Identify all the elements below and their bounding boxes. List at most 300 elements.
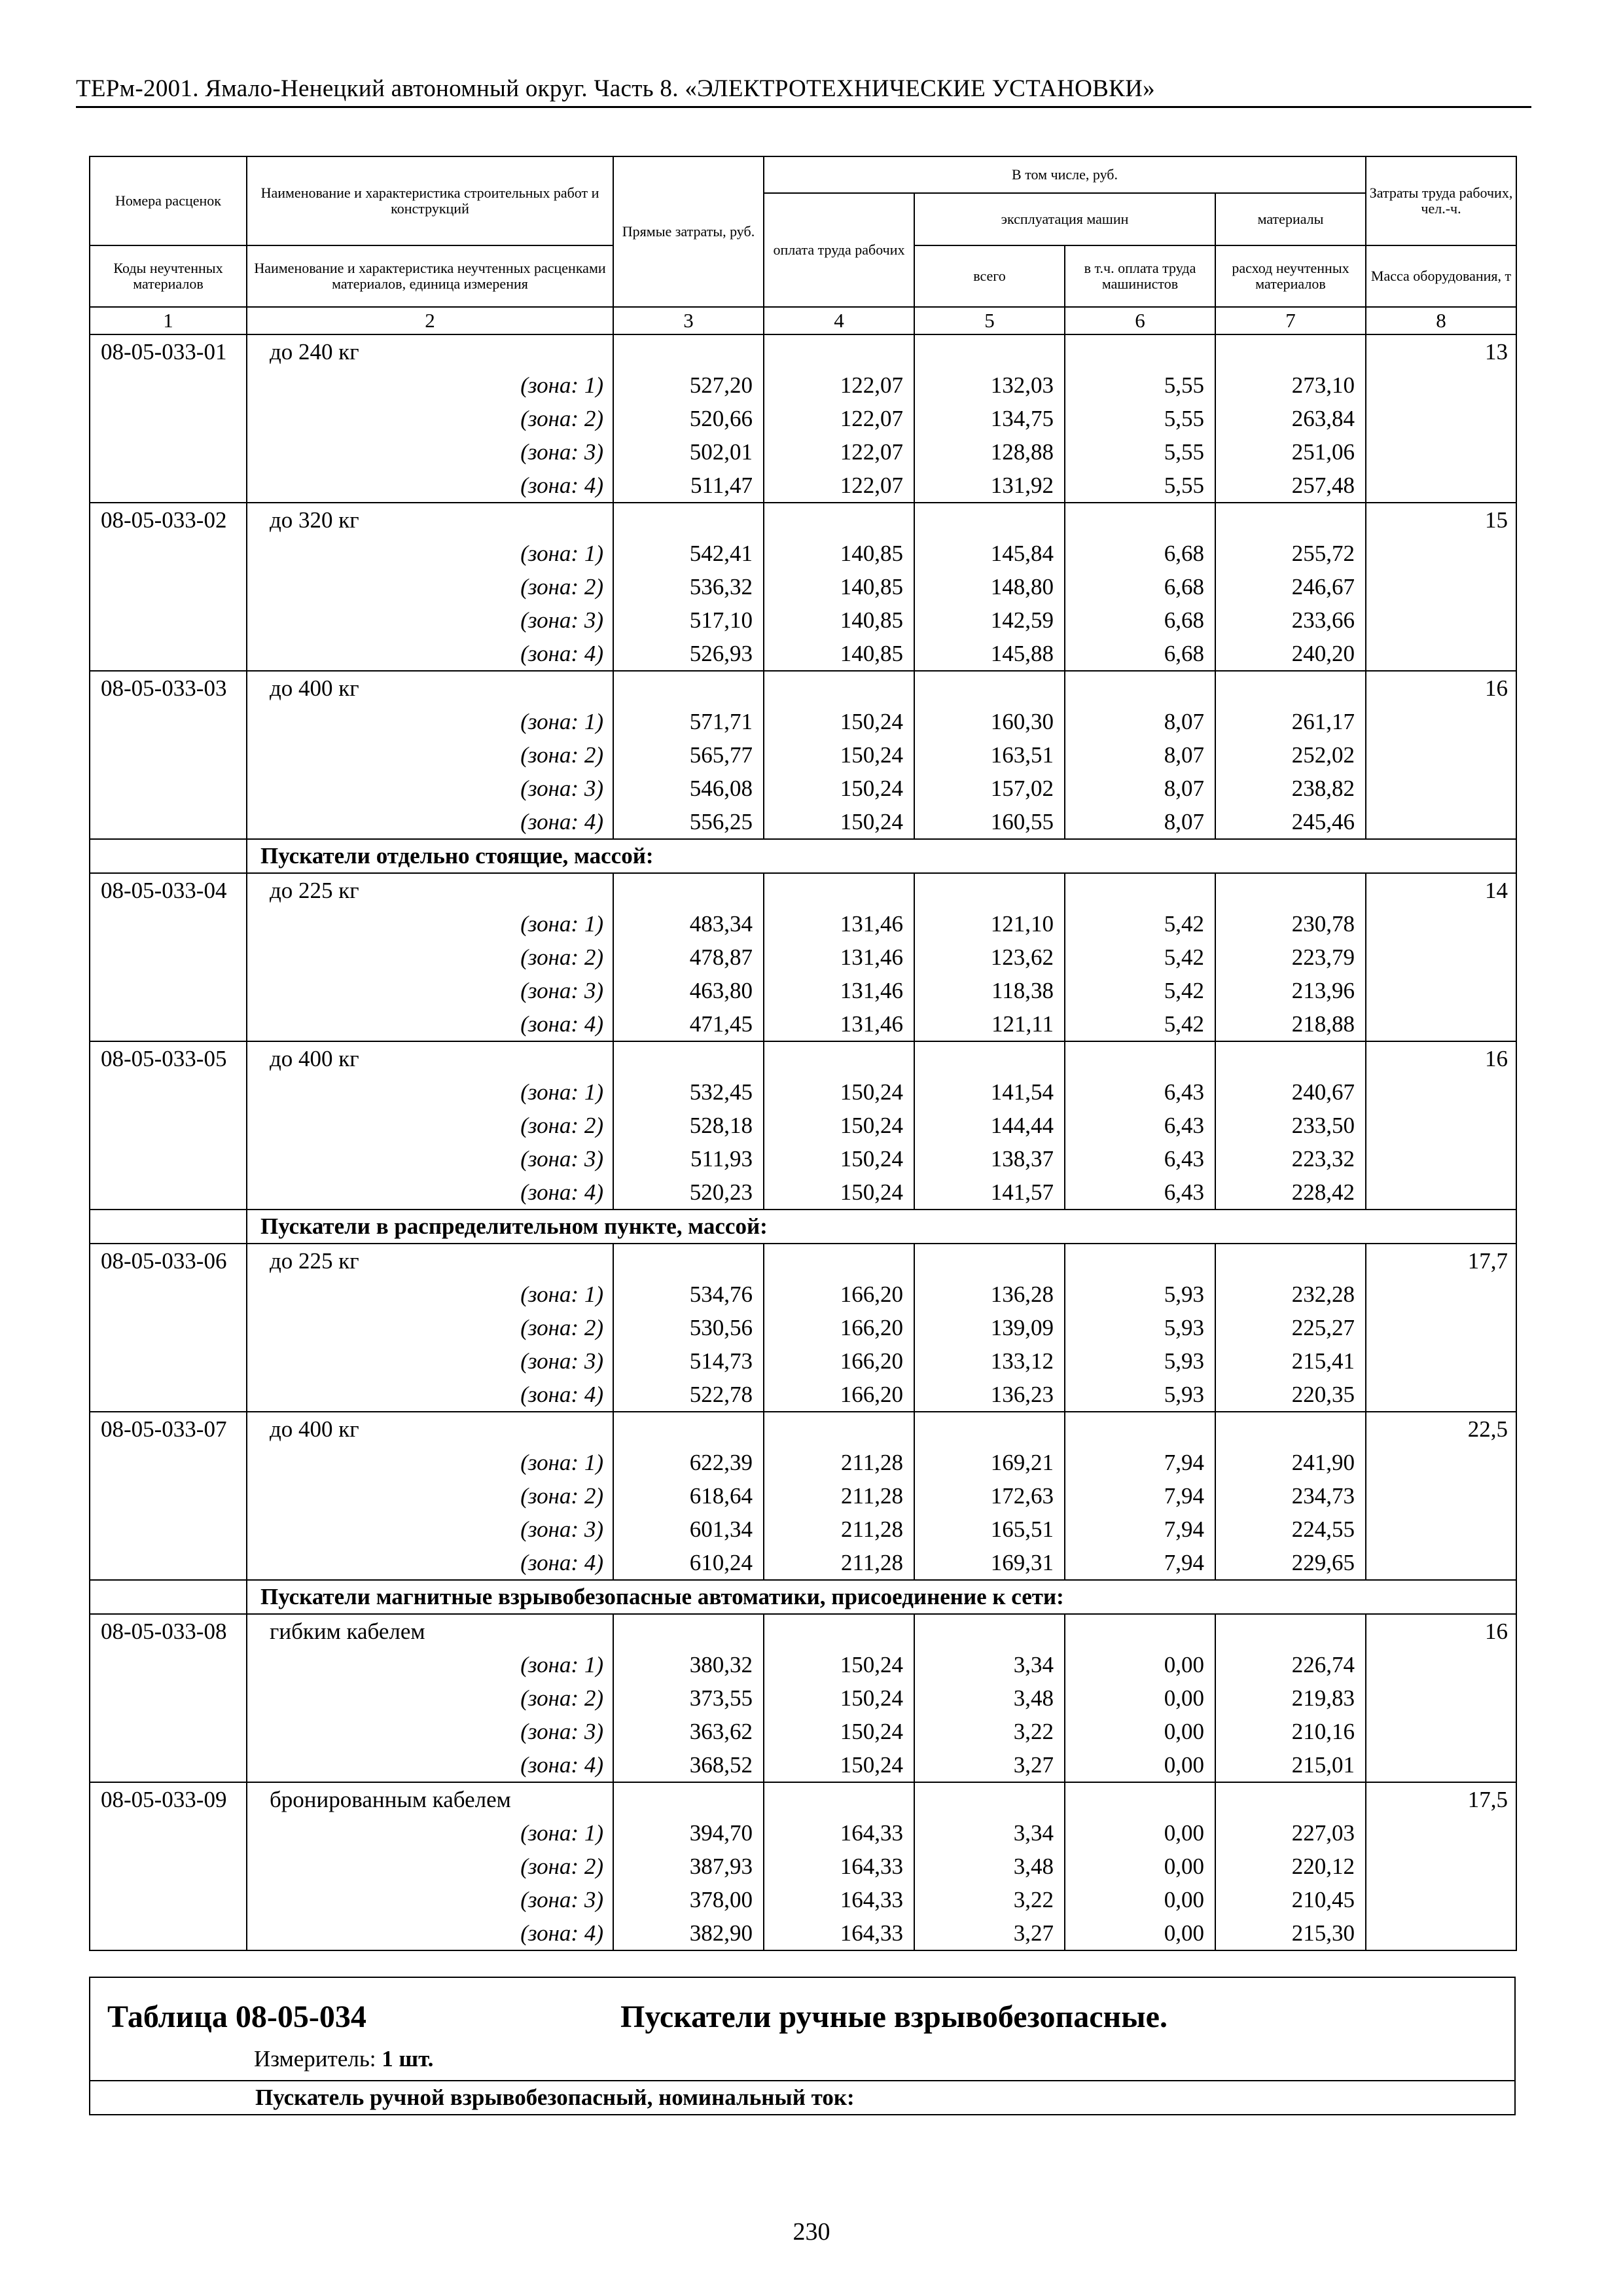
- labor-cost-cell: 211,28: [764, 1479, 914, 1513]
- direct-costs-cell: 463,80: [613, 974, 764, 1007]
- materials-cost-cell: 234,73: [1215, 1479, 1366, 1513]
- labor-cost-cell: 150,24: [764, 1748, 914, 1782]
- empty-cell: [90, 1916, 247, 1950]
- empty-cell: [1366, 1344, 1516, 1378]
- labor-hours-cell: 16: [1366, 1614, 1516, 1648]
- labor-cost-cell: 122,07: [764, 402, 914, 435]
- direct-costs-cell: 511,47: [613, 469, 764, 503]
- zone-row: [90, 1479, 1516, 1513]
- empty-cell: [1366, 570, 1516, 603]
- empty-cell: [1215, 503, 1366, 537]
- empty-cell: [1215, 1782, 1366, 1816]
- labor-cost-cell: 122,07: [764, 435, 914, 469]
- empty-cell: [90, 1142, 247, 1175]
- zone-row: [90, 402, 1516, 435]
- labor-hours-cell: 15: [1366, 503, 1516, 537]
- col-header-materials-usage: расход неучтенных материалов: [1215, 245, 1366, 307]
- unit-value: 1 шт.: [382, 2046, 434, 2072]
- table-title: Пускатели ручные взрывобезопасные.: [620, 2000, 1168, 2034]
- empty-cell: [613, 1614, 764, 1648]
- empty-cell: [90, 1715, 247, 1748]
- section-spacer-cell: [90, 1580, 247, 1614]
- direct-costs-cell: 536,32: [613, 570, 764, 603]
- labor-cost-cell: 150,24: [764, 1715, 914, 1748]
- labor-cost-cell: 131,46: [764, 974, 914, 1007]
- empty-cell: [1065, 873, 1215, 907]
- col-header-labor: оплата труда рабочих: [764, 193, 914, 307]
- col-number: 6: [1065, 307, 1215, 334]
- empty-cell: [1366, 435, 1516, 469]
- materials-cost-cell: 226,74: [1215, 1648, 1366, 1681]
- operators-pay-cell: 7,94: [1065, 1479, 1215, 1513]
- empty-cell: [1366, 1748, 1516, 1782]
- empty-cell: [90, 1648, 247, 1681]
- operators-pay-cell: 8,07: [1065, 772, 1215, 805]
- empty-cell: [1366, 738, 1516, 772]
- empty-cell: [1366, 974, 1516, 1007]
- zone-label-cell: (зона: 2): [247, 1109, 613, 1142]
- zone-row: [90, 772, 1516, 805]
- empty-cell: [90, 570, 247, 603]
- empty-cell: [1366, 1513, 1516, 1546]
- empty-cell: [914, 1041, 1065, 1075]
- operators-pay-cell: 5,42: [1065, 974, 1215, 1007]
- zone-label-cell: (зона: 3): [247, 1715, 613, 1748]
- empty-cell: [1366, 1175, 1516, 1210]
- empty-cell: [1366, 772, 1516, 805]
- labor-cost-cell: 211,28: [764, 1446, 914, 1479]
- direct-costs-cell: 532,45: [613, 1075, 764, 1109]
- empty-cell: [1065, 1041, 1215, 1075]
- zone-row: [90, 435, 1516, 469]
- empty-cell: [1366, 705, 1516, 738]
- empty-cell: [90, 1311, 247, 1344]
- direct-costs-cell: 511,93: [613, 1142, 764, 1175]
- materials-cost-cell: 218,88: [1215, 1007, 1366, 1041]
- direct-costs-cell: 565,77: [613, 738, 764, 772]
- rate-code-cell: 08-05-033-03: [90, 671, 247, 705]
- price-table: [89, 156, 1517, 1951]
- section-row: [90, 1210, 1516, 1244]
- col-header-code: Номера расценок: [90, 156, 247, 245]
- machines-cost-cell: 169,21: [914, 1446, 1065, 1479]
- direct-costs-cell: 483,34: [613, 907, 764, 941]
- direct-costs-cell: 502,01: [613, 435, 764, 469]
- machines-cost-cell: 157,02: [914, 772, 1065, 805]
- zone-label-cell: (зона: 2): [247, 1311, 613, 1344]
- machines-cost-cell: 123,62: [914, 941, 1065, 974]
- machines-cost-cell: 136,28: [914, 1278, 1065, 1311]
- machines-cost-cell: 141,54: [914, 1075, 1065, 1109]
- machines-cost-cell: 134,75: [914, 402, 1065, 435]
- unit-of-measure: [254, 2046, 433, 2072]
- zone-label-cell: (зона: 3): [247, 435, 613, 469]
- operators-pay-cell: 6,68: [1065, 570, 1215, 603]
- empty-cell: [1215, 873, 1366, 907]
- operators-pay-cell: 5,42: [1065, 907, 1215, 941]
- direct-costs-cell: 514,73: [613, 1344, 764, 1378]
- operators-pay-cell: 0,00: [1065, 1748, 1215, 1782]
- machines-cost-cell: 138,37: [914, 1142, 1065, 1175]
- empty-cell: [914, 334, 1065, 368]
- operators-pay-cell: 5,55: [1065, 402, 1215, 435]
- work-name-cell: до 225 кг: [247, 1244, 613, 1278]
- materials-cost-cell: 210,16: [1215, 1715, 1366, 1748]
- empty-cell: [90, 772, 247, 805]
- zone-row: [90, 603, 1516, 637]
- empty-cell: [764, 671, 914, 705]
- empty-cell: [90, 907, 247, 941]
- direct-costs-cell: 542,41: [613, 537, 764, 570]
- materials-cost-cell: 232,28: [1215, 1278, 1366, 1311]
- materials-cost-cell: 245,46: [1215, 805, 1366, 839]
- labor-hours-cell: 16: [1366, 1041, 1516, 1075]
- empty-cell: [613, 334, 764, 368]
- col-header-labor-hours: Затраты труда рабочих, чел.-ч.: [1366, 156, 1516, 245]
- empty-cell: [1366, 1546, 1516, 1580]
- labor-cost-cell: 211,28: [764, 1513, 914, 1546]
- empty-cell: [1366, 1479, 1516, 1513]
- empty-cell: [1366, 1816, 1516, 1850]
- zone-label-cell: (зона: 4): [247, 1546, 613, 1580]
- machines-cost-cell: 121,11: [914, 1007, 1065, 1041]
- labor-hours-cell: 16: [1366, 671, 1516, 705]
- rate-code-cell: 08-05-033-08: [90, 1614, 247, 1648]
- col-number: 5: [914, 307, 1065, 334]
- col-header-machines: эксплуатация машин: [914, 193, 1215, 245]
- zone-label-cell: (зона: 4): [247, 1916, 613, 1950]
- materials-cost-cell: 215,01: [1215, 1748, 1366, 1782]
- machines-cost-cell: 118,38: [914, 974, 1065, 1007]
- zone-label-cell: (зона: 4): [247, 469, 613, 503]
- work-name-cell: до 320 кг: [247, 503, 613, 537]
- materials-cost-cell: 223,32: [1215, 1142, 1366, 1175]
- empty-cell: [613, 1782, 764, 1816]
- zone-label-cell: (зона: 1): [247, 1278, 613, 1311]
- machines-cost-cell: 3,22: [914, 1883, 1065, 1916]
- materials-cost-cell: 213,96: [1215, 974, 1366, 1007]
- materials-cost-cell: 257,48: [1215, 469, 1366, 503]
- empty-cell: [1065, 1614, 1215, 1648]
- empty-cell: [1366, 907, 1516, 941]
- empty-cell: [1215, 671, 1366, 705]
- section-row: [90, 839, 1516, 873]
- operators-pay-cell: 5,55: [1065, 368, 1215, 402]
- zone-row: [90, 1681, 1516, 1715]
- direct-costs-cell: 368,52: [613, 1748, 764, 1782]
- section-spacer-cell: [90, 839, 247, 873]
- machines-cost-cell: 163,51: [914, 738, 1065, 772]
- machines-cost-cell: 169,31: [914, 1546, 1065, 1580]
- zone-row: [90, 1916, 1516, 1950]
- item-row: [90, 1244, 1516, 1278]
- zone-label-cell: (зона: 1): [247, 1446, 613, 1479]
- materials-cost-cell: 233,66: [1215, 603, 1366, 637]
- empty-cell: [764, 503, 914, 537]
- operators-pay-cell: 0,00: [1065, 1715, 1215, 1748]
- item-row: [90, 1041, 1516, 1075]
- materials-cost-cell: 220,12: [1215, 1850, 1366, 1883]
- empty-cell: [90, 705, 247, 738]
- empty-cell: [90, 368, 247, 402]
- zone-label-cell: (зона: 4): [247, 637, 613, 671]
- empty-cell: [764, 334, 914, 368]
- direct-costs-cell: 601,34: [613, 1513, 764, 1546]
- col-header-including: В том числе, руб.: [764, 156, 1366, 193]
- materials-cost-cell: 228,42: [1215, 1175, 1366, 1210]
- empty-cell: [90, 738, 247, 772]
- labor-hours-cell: 17,5: [1366, 1782, 1516, 1816]
- empty-cell: [90, 1816, 247, 1850]
- empty-cell: [1366, 368, 1516, 402]
- materials-cost-cell: 246,67: [1215, 570, 1366, 603]
- machines-cost-cell: 3,48: [914, 1850, 1065, 1883]
- direct-costs-cell: 618,64: [613, 1479, 764, 1513]
- zone-label-cell: (зона: 2): [247, 941, 613, 974]
- zone-label-cell: (зона: 3): [247, 1344, 613, 1378]
- zone-row: [90, 1513, 1516, 1546]
- direct-costs-cell: 526,93: [613, 637, 764, 671]
- empty-cell: [764, 873, 914, 907]
- labor-cost-cell: 131,46: [764, 941, 914, 974]
- empty-cell: [90, 1681, 247, 1715]
- empty-cell: [1215, 1244, 1366, 1278]
- direct-costs-cell: 530,56: [613, 1311, 764, 1344]
- zone-row: [90, 1075, 1516, 1109]
- zone-label-cell: (зона: 1): [247, 1648, 613, 1681]
- unit-label: Измеритель:: [254, 2046, 376, 2072]
- direct-costs-cell: 373,55: [613, 1681, 764, 1715]
- machines-cost-cell: 132,03: [914, 368, 1065, 402]
- zone-row: [90, 637, 1516, 671]
- labor-hours-cell: 22,5: [1366, 1412, 1516, 1446]
- section-heading: Пускатели магнитные взрывобезопасные автоматики, присоединение к сети:: [247, 1580, 1516, 1614]
- materials-cost-cell: 238,82: [1215, 772, 1366, 805]
- empty-cell: [764, 1041, 914, 1075]
- work-name-cell: до 225 кг: [247, 873, 613, 907]
- machines-cost-cell: 3,22: [914, 1715, 1065, 1748]
- labor-cost-cell: 150,24: [764, 1109, 914, 1142]
- labor-cost-cell: 166,20: [764, 1278, 914, 1311]
- zone-row: [90, 974, 1516, 1007]
- labor-cost-cell: 166,20: [764, 1344, 914, 1378]
- labor-cost-cell: 140,85: [764, 603, 914, 637]
- empty-cell: [90, 1479, 247, 1513]
- empty-cell: [90, 637, 247, 671]
- zone-label-cell: (зона: 2): [247, 402, 613, 435]
- empty-cell: [914, 873, 1065, 907]
- operators-pay-cell: 0,00: [1065, 1816, 1215, 1850]
- materials-cost-cell: 261,17: [1215, 705, 1366, 738]
- col-header-name: Наименование и характеристика строительных работ и конструкций: [247, 156, 613, 245]
- machines-cost-cell: 3,48: [914, 1681, 1065, 1715]
- col-header-machines-total: всего: [914, 245, 1065, 307]
- section-heading: Пускатели в распределительном пункте, массой:: [247, 1210, 1516, 1244]
- direct-costs-cell: 478,87: [613, 941, 764, 974]
- work-name-cell: до 400 кг: [247, 671, 613, 705]
- labor-cost-cell: 166,20: [764, 1311, 914, 1344]
- labor-cost-cell: 122,07: [764, 469, 914, 503]
- rate-code-cell: 08-05-033-09: [90, 1782, 247, 1816]
- empty-cell: [1366, 1681, 1516, 1715]
- direct-costs-cell: 394,70: [613, 1816, 764, 1850]
- empty-cell: [90, 1546, 247, 1580]
- empty-cell: [1065, 334, 1215, 368]
- zone-label-cell: (зона: 2): [247, 570, 613, 603]
- operators-pay-cell: 5,42: [1065, 941, 1215, 974]
- operators-pay-cell: 6,68: [1065, 637, 1215, 671]
- operators-pay-cell: 0,00: [1065, 1648, 1215, 1681]
- zone-row: [90, 705, 1516, 738]
- machines-cost-cell: 131,92: [914, 469, 1065, 503]
- empty-cell: [1366, 402, 1516, 435]
- operators-pay-cell: 5,55: [1065, 435, 1215, 469]
- machines-cost-cell: 145,84: [914, 537, 1065, 570]
- empty-cell: [90, 805, 247, 839]
- empty-cell: [914, 1244, 1065, 1278]
- materials-cost-cell: 240,20: [1215, 637, 1366, 671]
- zone-row: [90, 1648, 1516, 1681]
- empty-cell: [613, 503, 764, 537]
- zone-row: [90, 1311, 1516, 1344]
- operators-pay-cell: 6,68: [1065, 537, 1215, 570]
- zone-row: [90, 805, 1516, 839]
- zone-row: [90, 1378, 1516, 1412]
- labor-cost-cell: 150,24: [764, 1142, 914, 1175]
- machines-cost-cell: 160,55: [914, 805, 1065, 839]
- zone-row: [90, 570, 1516, 603]
- materials-cost-cell: 223,79: [1215, 941, 1366, 974]
- empty-cell: [90, 435, 247, 469]
- machines-cost-cell: 3,34: [914, 1648, 1065, 1681]
- item-row: [90, 1614, 1516, 1648]
- operators-pay-cell: 6,43: [1065, 1075, 1215, 1109]
- item-row: [90, 1412, 1516, 1446]
- operators-pay-cell: 7,94: [1065, 1513, 1215, 1546]
- materials-cost-cell: 233,50: [1215, 1109, 1366, 1142]
- zone-row: [90, 1344, 1516, 1378]
- materials-cost-cell: 224,55: [1215, 1513, 1366, 1546]
- empty-cell: [1366, 1142, 1516, 1175]
- empty-cell: [90, 1278, 247, 1311]
- header-rule: [76, 106, 1531, 108]
- empty-cell: [90, 1109, 247, 1142]
- zone-label-cell: (зона: 3): [247, 772, 613, 805]
- zone-row: [90, 1715, 1516, 1748]
- zone-label-cell: (зона: 1): [247, 1816, 613, 1850]
- operators-pay-cell: 5,93: [1065, 1278, 1215, 1311]
- labor-cost-cell: 164,33: [764, 1850, 914, 1883]
- labor-cost-cell: 140,85: [764, 570, 914, 603]
- col-number: 8: [1366, 307, 1516, 334]
- empty-cell: [764, 1614, 914, 1648]
- item-row: [90, 671, 1516, 705]
- zone-row: [90, 537, 1516, 570]
- machines-cost-cell: 133,12: [914, 1344, 1065, 1378]
- empty-cell: [90, 1378, 247, 1412]
- empty-cell: [90, 402, 247, 435]
- empty-cell: [90, 1075, 247, 1109]
- machines-cost-cell: 148,80: [914, 570, 1065, 603]
- operators-pay-cell: 0,00: [1065, 1883, 1215, 1916]
- operators-pay-cell: 7,94: [1065, 1446, 1215, 1479]
- zone-label-cell: (зона: 3): [247, 1142, 613, 1175]
- empty-cell: [1215, 1041, 1366, 1075]
- empty-cell: [90, 1850, 247, 1883]
- empty-cell: [1366, 941, 1516, 974]
- work-name-cell: бронированным кабелем: [247, 1782, 613, 1816]
- zone-label-cell: (зона: 4): [247, 1007, 613, 1041]
- machines-cost-cell: 3,27: [914, 1916, 1065, 1950]
- zone-label-cell: (зона: 2): [247, 1479, 613, 1513]
- empty-cell: [90, 1175, 247, 1210]
- zone-row: [90, 1883, 1516, 1916]
- rate-code-cell: 08-05-033-07: [90, 1412, 247, 1446]
- zone-row: [90, 1546, 1516, 1580]
- machines-cost-cell: 144,44: [914, 1109, 1065, 1142]
- work-name-cell: до 240 кг: [247, 334, 613, 368]
- rate-code-cell: 08-05-033-02: [90, 503, 247, 537]
- operators-pay-cell: 5,93: [1065, 1378, 1215, 1412]
- next-table-caption: [89, 1977, 1516, 2115]
- col-number: 3: [613, 307, 764, 334]
- machines-cost-cell: 172,63: [914, 1479, 1065, 1513]
- machines-cost-cell: 165,51: [914, 1513, 1065, 1546]
- table-body: [90, 334, 1516, 1950]
- empty-cell: [613, 1412, 764, 1446]
- zone-row: [90, 368, 1516, 402]
- col-number: 2: [247, 307, 613, 334]
- direct-costs-cell: 527,20: [613, 368, 764, 402]
- col-number: 4: [764, 307, 914, 334]
- operators-pay-cell: 0,00: [1065, 1850, 1215, 1883]
- zone-row: [90, 738, 1516, 772]
- direct-costs-cell: 471,45: [613, 1007, 764, 1041]
- empty-cell: [1366, 1446, 1516, 1479]
- operators-pay-cell: 6,68: [1065, 603, 1215, 637]
- col-header-material-names: Наименование и характеристика неучтенных расценками материалов, единица измерения: [247, 245, 613, 307]
- direct-costs-cell: 622,39: [613, 1446, 764, 1479]
- labor-cost-cell: 211,28: [764, 1546, 914, 1580]
- zone-label-cell: (зона: 4): [247, 1175, 613, 1210]
- empty-cell: [90, 1748, 247, 1782]
- zone-row: [90, 1109, 1516, 1142]
- direct-costs-cell: 534,76: [613, 1278, 764, 1311]
- materials-cost-cell: 273,10: [1215, 368, 1366, 402]
- col-header-material-codes: Коды неучтенных материалов: [90, 245, 247, 307]
- labor-cost-cell: 164,33: [764, 1883, 914, 1916]
- empty-cell: [914, 671, 1065, 705]
- zone-label-cell: (зона: 3): [247, 1883, 613, 1916]
- empty-cell: [90, 469, 247, 503]
- empty-cell: [1065, 1412, 1215, 1446]
- rate-code-cell: 08-05-033-05: [90, 1041, 247, 1075]
- machines-cost-cell: 128,88: [914, 435, 1065, 469]
- empty-cell: [1366, 1715, 1516, 1748]
- empty-cell: [613, 873, 764, 907]
- direct-costs-cell: 528,18: [613, 1109, 764, 1142]
- materials-cost-cell: 215,30: [1215, 1916, 1366, 1950]
- operators-pay-cell: 7,94: [1065, 1546, 1215, 1580]
- zone-label-cell: (зона: 1): [247, 1075, 613, 1109]
- zone-label-cell: (зона: 3): [247, 974, 613, 1007]
- materials-cost-cell: 240,67: [1215, 1075, 1366, 1109]
- machines-cost-cell: 136,23: [914, 1378, 1065, 1412]
- labor-cost-cell: 150,24: [764, 1175, 914, 1210]
- empty-cell: [1366, 1109, 1516, 1142]
- direct-costs-cell: 378,00: [613, 1883, 764, 1916]
- materials-cost-cell: 263,84: [1215, 402, 1366, 435]
